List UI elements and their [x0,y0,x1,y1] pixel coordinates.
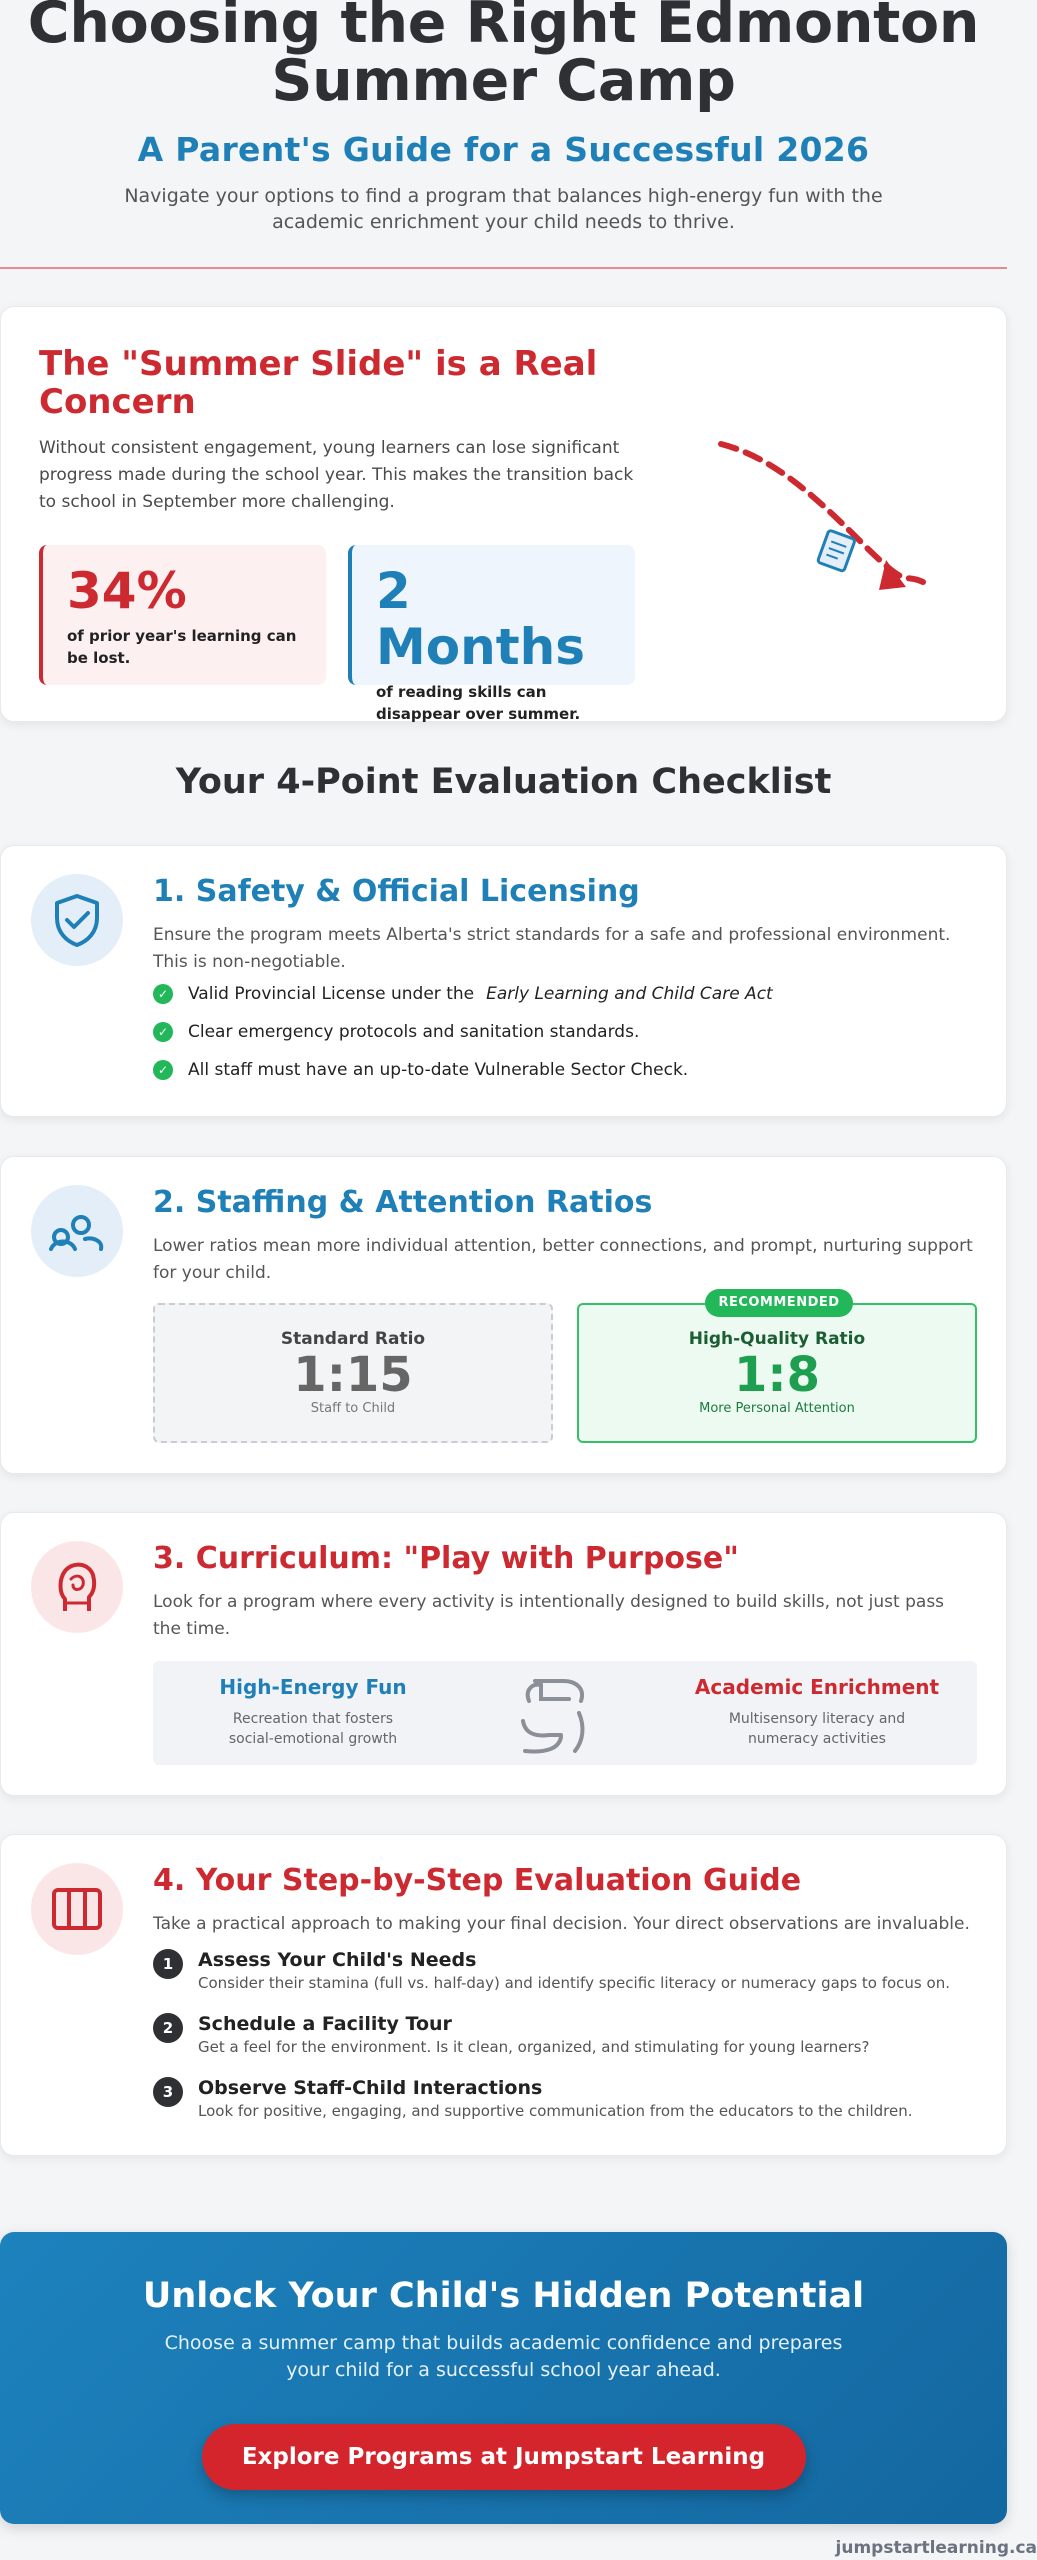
check-emphasis: Early Learning and Child Care Act [486,984,773,1004]
section-curriculum [0,1512,1007,1796]
check-circle-icon: ✓ [153,984,173,1004]
summer-slide-description: Without consistent engagement, young learners can lose significant progress made during the school year. This makes the transition back to school in September more challenging. [39,438,634,512]
stat-value: 34% [67,562,187,620]
compare-title: High-Energy Fun [219,1675,407,1699]
compare-sub: Multisensory literacy and numeracy activities [728,1711,906,1747]
page-header [0,0,1007,269]
check-circle-icon: ✓ [153,1060,173,1080]
list-item [153,984,773,1004]
people-icon [31,1185,123,1277]
curriculum-comparison [153,1661,977,1765]
summer-slide-title: The "Summer Slide" is a Real Concern [39,344,598,422]
section-guide [0,1834,1007,2156]
step-title: Assess Your Child's Needs [198,1949,477,1971]
section-description: Look for a program where every activity is intentionally designed to build skills, not just pass the time. [153,1592,945,1639]
shield-check-icon [31,874,123,966]
high-energy-fun-block [153,1675,473,1749]
safety-checklist [153,984,773,1098]
cta-banner [0,2232,1007,2524]
columns-icon [31,1863,123,1955]
ratio-value: 1:8 [734,1347,820,1403]
step-number: 2 [153,2013,183,2043]
checklist-title: Your 4-Point Evaluation Checklist [175,762,832,802]
footer-domain: jumpstartlearning.ca [835,2538,1037,2558]
step-title: Schedule a Facility Tour [198,2013,452,2035]
step-description: Look for positive, engaging, and supportive communication from the educators to the children. [198,2102,913,2120]
ratio-sub: Staff to Child [310,1401,396,1416]
check-text: Clear emergency protocols and sanitation standards. [188,1022,640,1042]
step-number: 1 [153,1949,183,1979]
stat-learning-loss [39,545,326,685]
section-description: Lower ratios mean more individual attention, better connections, and prompt, nurturing support for your child. [153,1236,973,1283]
page-intro: Navigate your options to find a program that balances high-energy fun with the academic enrichment your child needs to thrive. [124,185,883,233]
cta-text: Choose a summer camp that builds academic confidence and prepares your child for a successful school year ahead. [164,2332,843,2381]
list-item [153,1022,773,1042]
academic-enrichment-block [657,1675,977,1749]
list-item [153,2077,983,2121]
check-circle-icon: ✓ [153,1022,173,1042]
list-item [153,1949,983,1993]
page-title [0,0,1007,114]
step-title: Observe Staff-Child Interactions [198,2077,543,2099]
section-title: 2. Staffing & Attention Ratios [153,1185,653,1220]
stat-label: of prior year's learning can be lost. [67,627,297,667]
link-icon [505,1671,605,1757]
section-description: Ensure the program meets Alberta's strict standards for a safe and professional environment. This is non-negotiable. [153,925,951,972]
list-item [153,1060,773,1080]
cta-title: Unlock Your Child's Hidden Potential [142,2276,865,2316]
check-text: Valid Provincial License under the [188,984,475,1004]
ratio-title: Standard Ratio [280,1329,426,1349]
ratio-value: 1:15 [293,1347,413,1403]
ratio-title: High-Quality Ratio [688,1329,866,1349]
stat-reading-loss [348,545,635,723]
page-title-line1: Choosing the Right Edmonton [27,0,980,56]
explore-programs-button[interactable]: Explore Programs at Jumpstart Learning [202,2424,806,2490]
page-title-line2: Summer Camp [271,48,736,114]
section-staffing [0,1156,1007,1474]
stat-value: 2 Months [376,562,585,676]
ratio-sub: More Personal Attention [699,1401,855,1416]
page-subtitle: A Parent's Guide for a Successful 2026 [137,130,870,169]
head-brain-icon [31,1541,123,1633]
high-quality-ratio-box [577,1295,977,1443]
standard-ratio-box [153,1303,553,1443]
recommended-badge: RECOMMENDED [705,1289,853,1317]
list-item [153,2013,983,2057]
compare-sub: Recreation that fosters social-emotional growth [228,1711,398,1747]
steps-list [153,1949,983,2141]
compare-title: Academic Enrichment [694,1675,940,1699]
step-number: 3 [153,2077,183,2107]
section-title: 1. Safety & Official Licensing [153,874,640,909]
check-text: All staff must have an up-to-date Vulnerable Sector Check. [188,1060,689,1080]
downward-trend-arrow-icon [701,432,941,592]
header-divider [0,267,1007,269]
summer-slide-card [0,306,1007,722]
section-description: Take a practical approach to making your final decision. Your direct observations are invaluable. [153,1914,970,1934]
stat-label: of reading skills can disappear over summer. [376,683,581,723]
step-description: Consider their stamina (full vs. half-day) and identify specific literacy or numeracy gaps to focus on. [198,1974,950,1992]
section-title: 4. Your Step-by-Step Evaluation Guide [153,1863,802,1898]
section-safety [0,845,1007,1117]
step-description: Get a feel for the environment. Is it clean, organized, and stimulating for young learners? [198,2038,870,2056]
section-title: 3. Curriculum: "Play with Purpose" [153,1541,739,1576]
